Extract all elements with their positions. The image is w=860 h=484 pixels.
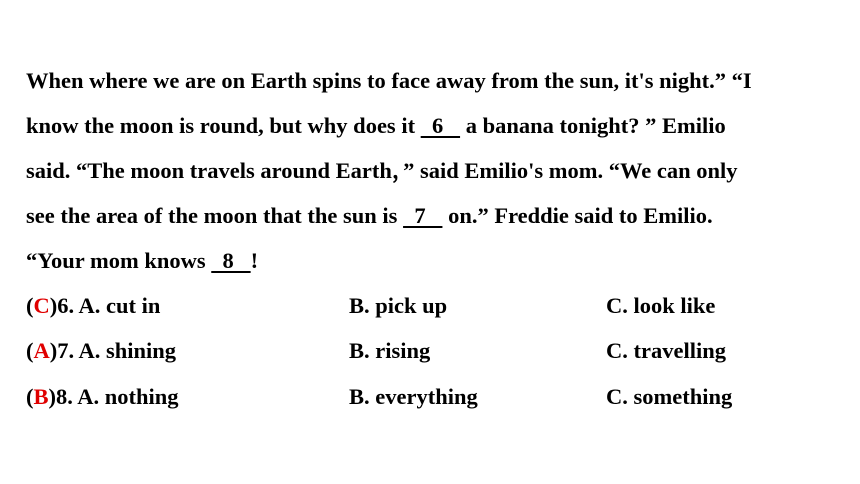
passage-text: said. “The moon travels around Earth，” said Emilio's mom. “We can only <box>26 158 738 183</box>
passage-text: a banana tonight? ” Emilio <box>460 113 726 138</box>
passage-line-4 <box>26 201 713 231</box>
answer-mark: C <box>33 293 50 318</box>
option-c: C. look like <box>606 293 716 318</box>
option-b: B. pick up <box>349 293 448 318</box>
passage-text: “Your mom knows <box>26 248 212 273</box>
option-b: B. everything <box>349 384 478 409</box>
answer-mark: A <box>33 338 50 363</box>
passage-text: ! <box>250 248 259 273</box>
passage-line-1 <box>26 66 752 96</box>
option-c: C. travelling <box>606 338 726 363</box>
passage-text: know the moon is round, but why does it <box>26 113 421 138</box>
option-a: (B)8. A. nothing <box>26 384 179 409</box>
passage-line-2 <box>26 111 726 141</box>
passage-text: When where we are on Earth spins to face away from the sun, it's night.” “I <box>26 68 752 93</box>
passage-text: on.” Freddie said to Emilio. <box>442 203 713 228</box>
blank-6: 6 <box>420 113 461 138</box>
option-a: (A)7. A. shining <box>26 338 177 363</box>
option-c: C. something <box>606 384 733 409</box>
passage-line-3 <box>26 156 738 186</box>
blank-7: 7 <box>403 203 443 228</box>
passage-text: see the area of the moon that the sun is <box>26 203 404 228</box>
passage-line-5 <box>26 246 258 276</box>
option-b: B. rising <box>349 338 431 363</box>
blank-8: 8 <box>211 248 251 273</box>
option-a: (C)6. A. cut in <box>26 293 161 318</box>
answer-mark: B <box>33 384 49 409</box>
